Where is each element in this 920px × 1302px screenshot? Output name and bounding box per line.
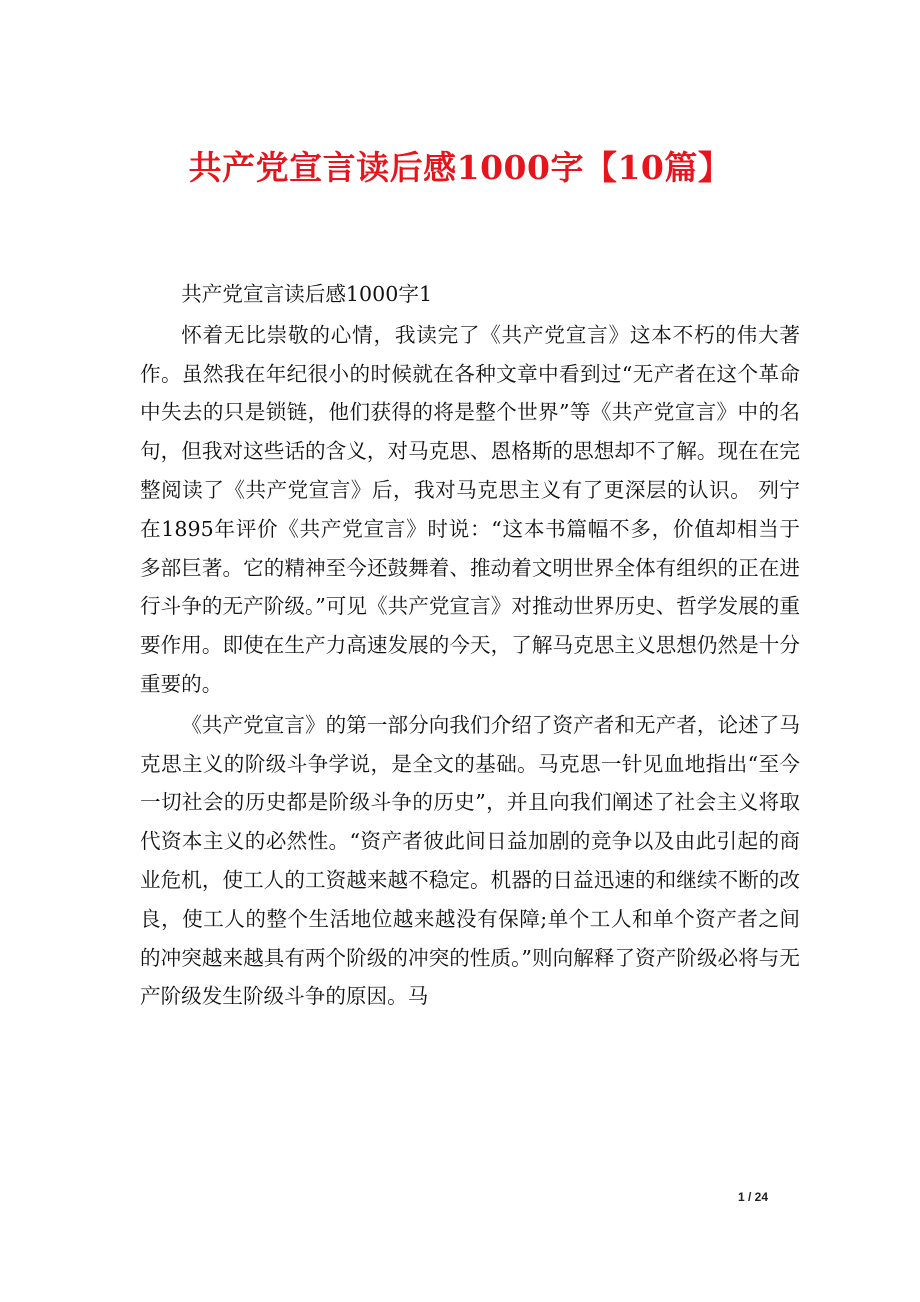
page-number: 1 / 24 (738, 1190, 769, 1204)
document-title: 共产党宣言读后感1000字【10篇】 (188, 148, 732, 187)
paragraph-2: 《共产党宣言》的第一部分向我们介绍了资产者和无产者，论述了马克思主义的阶级斗争学说，是全文的基础。马克思一针见血地指出“至今一切社会的历史都是阶级斗争的历史”，并且向我们阐述了社会主义将取代资本主义的必然性。“资产者彼此间日益加剧的竞争以及由此引起的商业危机，使工人的工资越来越不稳定。机器的日益迅速的和继续不断的改良，使工人的整个生活地位越来越没有保障;单个工人和单个资产者之间的冲突越来越具有两个阶级的冲突的性质。”则向解释了资产阶级必将与无产阶级发生阶级斗争的原因。马 (140, 712, 800, 1009)
section-heading: 共产党宣言读后感1000字1 (181, 282, 433, 306)
document-body (140, 275, 800, 1016)
paragraph-1: 怀着无比崇敬的心情，我读完了《共产党宣言》这本不朽的伟大著作。虽然我在年纪很小的时候就在各种文章中看到过“无产者在这个革命中失去的只是锁链，他们获得的将是整个世界”等《共产党宣言》中的名句，但我对这些话的含义，对马克思、恩格斯的思想却不了解。现在在完整阅读了《共产党宣言》后，我对马克思主义有了更深层的认识。 列宁在1895年评价《共产党宣言》时说：“这本书篇幅不多，价值却相当于多部巨著。它的精神至今还鼓舞着、推动着文明世界全体有组织的正在进行斗争的无产阶级。”可见《共产党宣言》对推动世界历史、哲学发展的重要作用。即使在生产力高速发展的今天，了解马克思主义思想仍然是十分重要的。 (140, 322, 800, 696)
